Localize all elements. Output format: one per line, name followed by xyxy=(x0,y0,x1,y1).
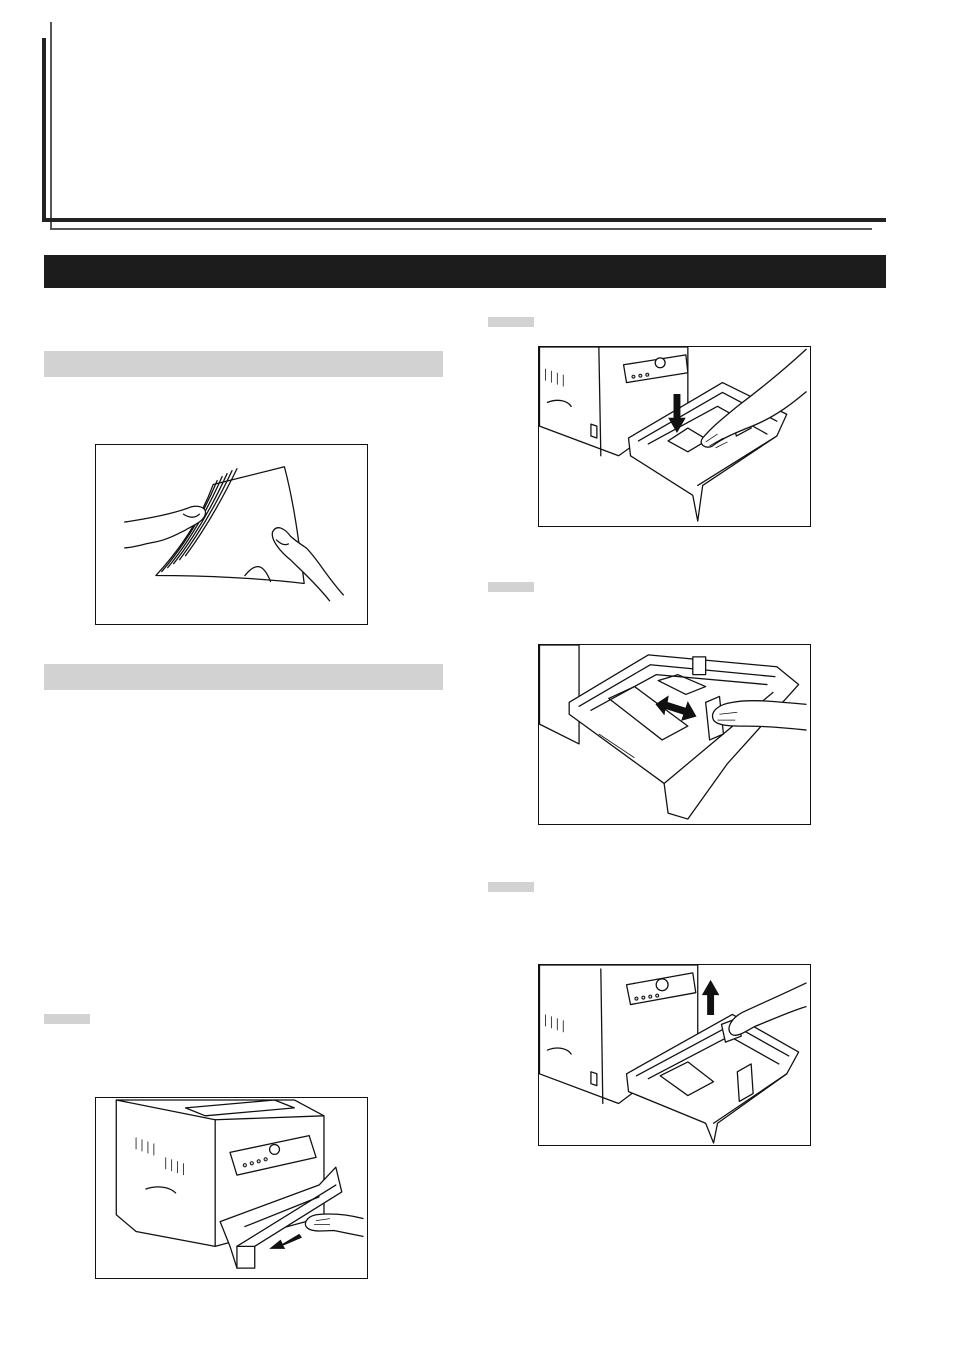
lift-stopper-icon xyxy=(539,965,810,1145)
header-rule-vertical-inner xyxy=(50,22,52,230)
step-tab xyxy=(488,582,534,592)
header-rule-horizontal xyxy=(42,218,886,222)
fanning-paper-icon xyxy=(96,445,367,624)
step-tab xyxy=(44,1014,90,1024)
figure-open-cassette xyxy=(95,1097,368,1279)
step-tab xyxy=(488,882,534,892)
header-rule-horizontal-inner xyxy=(50,228,872,230)
adjust-guide-icon xyxy=(539,645,810,824)
figure-lift-length-stopper xyxy=(538,964,811,1146)
subheading-bar xyxy=(44,664,443,690)
open-cassette-icon xyxy=(96,1098,367,1278)
section-title-bar xyxy=(44,255,886,288)
press-plate-icon xyxy=(539,347,810,526)
figure-press-bottom-plate xyxy=(538,346,811,527)
figure-adjust-width-guide xyxy=(538,644,811,825)
header-rule-vertical xyxy=(42,38,46,222)
figure-fan-paper xyxy=(95,444,368,625)
step-tab xyxy=(488,317,534,327)
subheading-bar xyxy=(44,351,443,377)
